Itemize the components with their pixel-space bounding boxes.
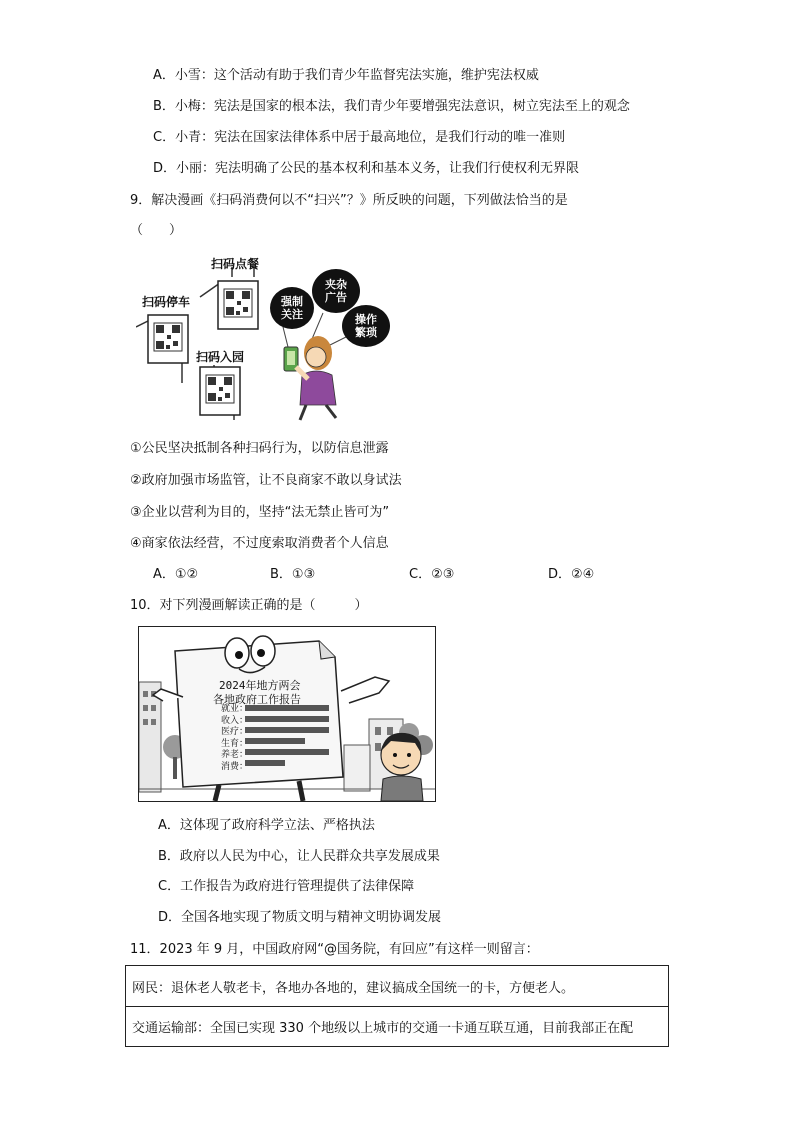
netizen-message: 网民：退休老人敬老卡，各地办各地的，建议搞成全国统一的卡，方便老人。 bbox=[132, 980, 575, 996]
q11-message-table bbox=[125, 965, 669, 1047]
q9-statement-3: ③企业以营利为目的，坚持“法无禁止皆可为” bbox=[130, 505, 390, 520]
report-field-elderly: 养老： bbox=[221, 750, 249, 760]
q9-stem: 9．解决漫画《扫码消费何以不“扫兴”？》所反映的问题，下列做法恰当的是 bbox=[130, 193, 568, 208]
q10-cartoon-drawing bbox=[139, 627, 435, 801]
q9-cartoon bbox=[136, 255, 398, 425]
q9-choice-a: A．①② bbox=[153, 567, 199, 582]
q9-statement-4: ④商家依法经营，不过度索取消费者个人信息 bbox=[130, 536, 389, 551]
q9-statement-2: ②政府加强市场监管，让不良商家不敢以身试法 bbox=[130, 473, 402, 488]
bubble-ads-text: 夹杂广告 bbox=[325, 278, 347, 304]
q9-choice-b: B．①③ bbox=[270, 567, 316, 582]
q9-answer-paren: （ ） bbox=[130, 223, 183, 238]
q10-cartoon bbox=[138, 626, 436, 802]
label-scan-entry: 扫码入园 bbox=[196, 350, 245, 364]
label-scan-parking: 扫码停车 bbox=[142, 295, 191, 309]
q9-choice-d: D．②④ bbox=[548, 567, 595, 582]
q10-option-a: A．这体现了政府科学立法、严格执法 bbox=[158, 818, 375, 833]
bubble-mixed-ads bbox=[312, 269, 360, 313]
report-field-employment: 就业： bbox=[221, 704, 249, 714]
woman-with-phone bbox=[284, 336, 336, 420]
qr-sign-entry bbox=[200, 367, 240, 415]
q9-choice-c: C．②③ bbox=[409, 567, 455, 582]
q8-option-c: C．小青：宪法在国家法律体系中居于最高地位，是我们行动的唯一准则 bbox=[153, 130, 566, 145]
bubble-ops-text: 操作繁琐 bbox=[355, 313, 377, 339]
bubble-forced-text: 强制关注 bbox=[281, 295, 303, 321]
q8-option-d: D．小丽：宪法明确了公民的基本权利和基本义务，让我们行使权利无界限 bbox=[153, 161, 580, 176]
q10-stem: 10．对下列漫画解读正确的是（ ） bbox=[130, 598, 368, 613]
q10-option-c: C．工作报告为政府进行管理提供了法律保障 bbox=[158, 879, 415, 894]
report-field-income: 收入： bbox=[221, 715, 249, 726]
q11-stem: 11．2023 年 9 月，中国政府网“@国务院，有回应”有这样一则留言： bbox=[130, 942, 539, 957]
report-field-childbirth: 生育： bbox=[221, 738, 249, 749]
bubble-complex-ops bbox=[342, 305, 390, 347]
report-title-line2: 各地政府工作报告 bbox=[213, 693, 301, 706]
qr-sign-parking bbox=[148, 315, 188, 363]
qr-sign-ordering bbox=[218, 281, 258, 329]
q9-statement-1: ①公民坚决抵制各种扫码行为，以防信息泄露 bbox=[130, 441, 389, 456]
q10-option-d: D．全国各地实现了物质文明与精神文明协调发展 bbox=[158, 910, 442, 925]
q8-option-a: A．小雪：这个活动有助于我们青少年监督宪法实施，维护宪法权威 bbox=[153, 68, 539, 83]
label-scan-ordering: 扫码点餐 bbox=[211, 257, 260, 271]
ministry-reply: 交通运输部：全国已实现 330 个地级以上城市的交通一卡通互联互通，目前我部正在配 bbox=[132, 1021, 634, 1036]
bubble-forced-follow bbox=[270, 287, 314, 329]
report-title-line1: 2024年地方两会 bbox=[219, 679, 301, 692]
report-field-consumption: 消费： bbox=[221, 761, 249, 772]
table-row-netizen bbox=[126, 966, 668, 1006]
table-row-ministry bbox=[126, 1006, 668, 1046]
q8-option-b: B．小梅：宪法是国家的根本法，我们青少年要增强宪法意识，树立宪法至上的观念 bbox=[153, 99, 630, 114]
q10-option-b: B．政府以人民为中心，让人民群众共享发展成果 bbox=[158, 849, 440, 864]
boy-figure bbox=[381, 733, 423, 801]
report-field-medical: 医疗： bbox=[221, 727, 249, 737]
